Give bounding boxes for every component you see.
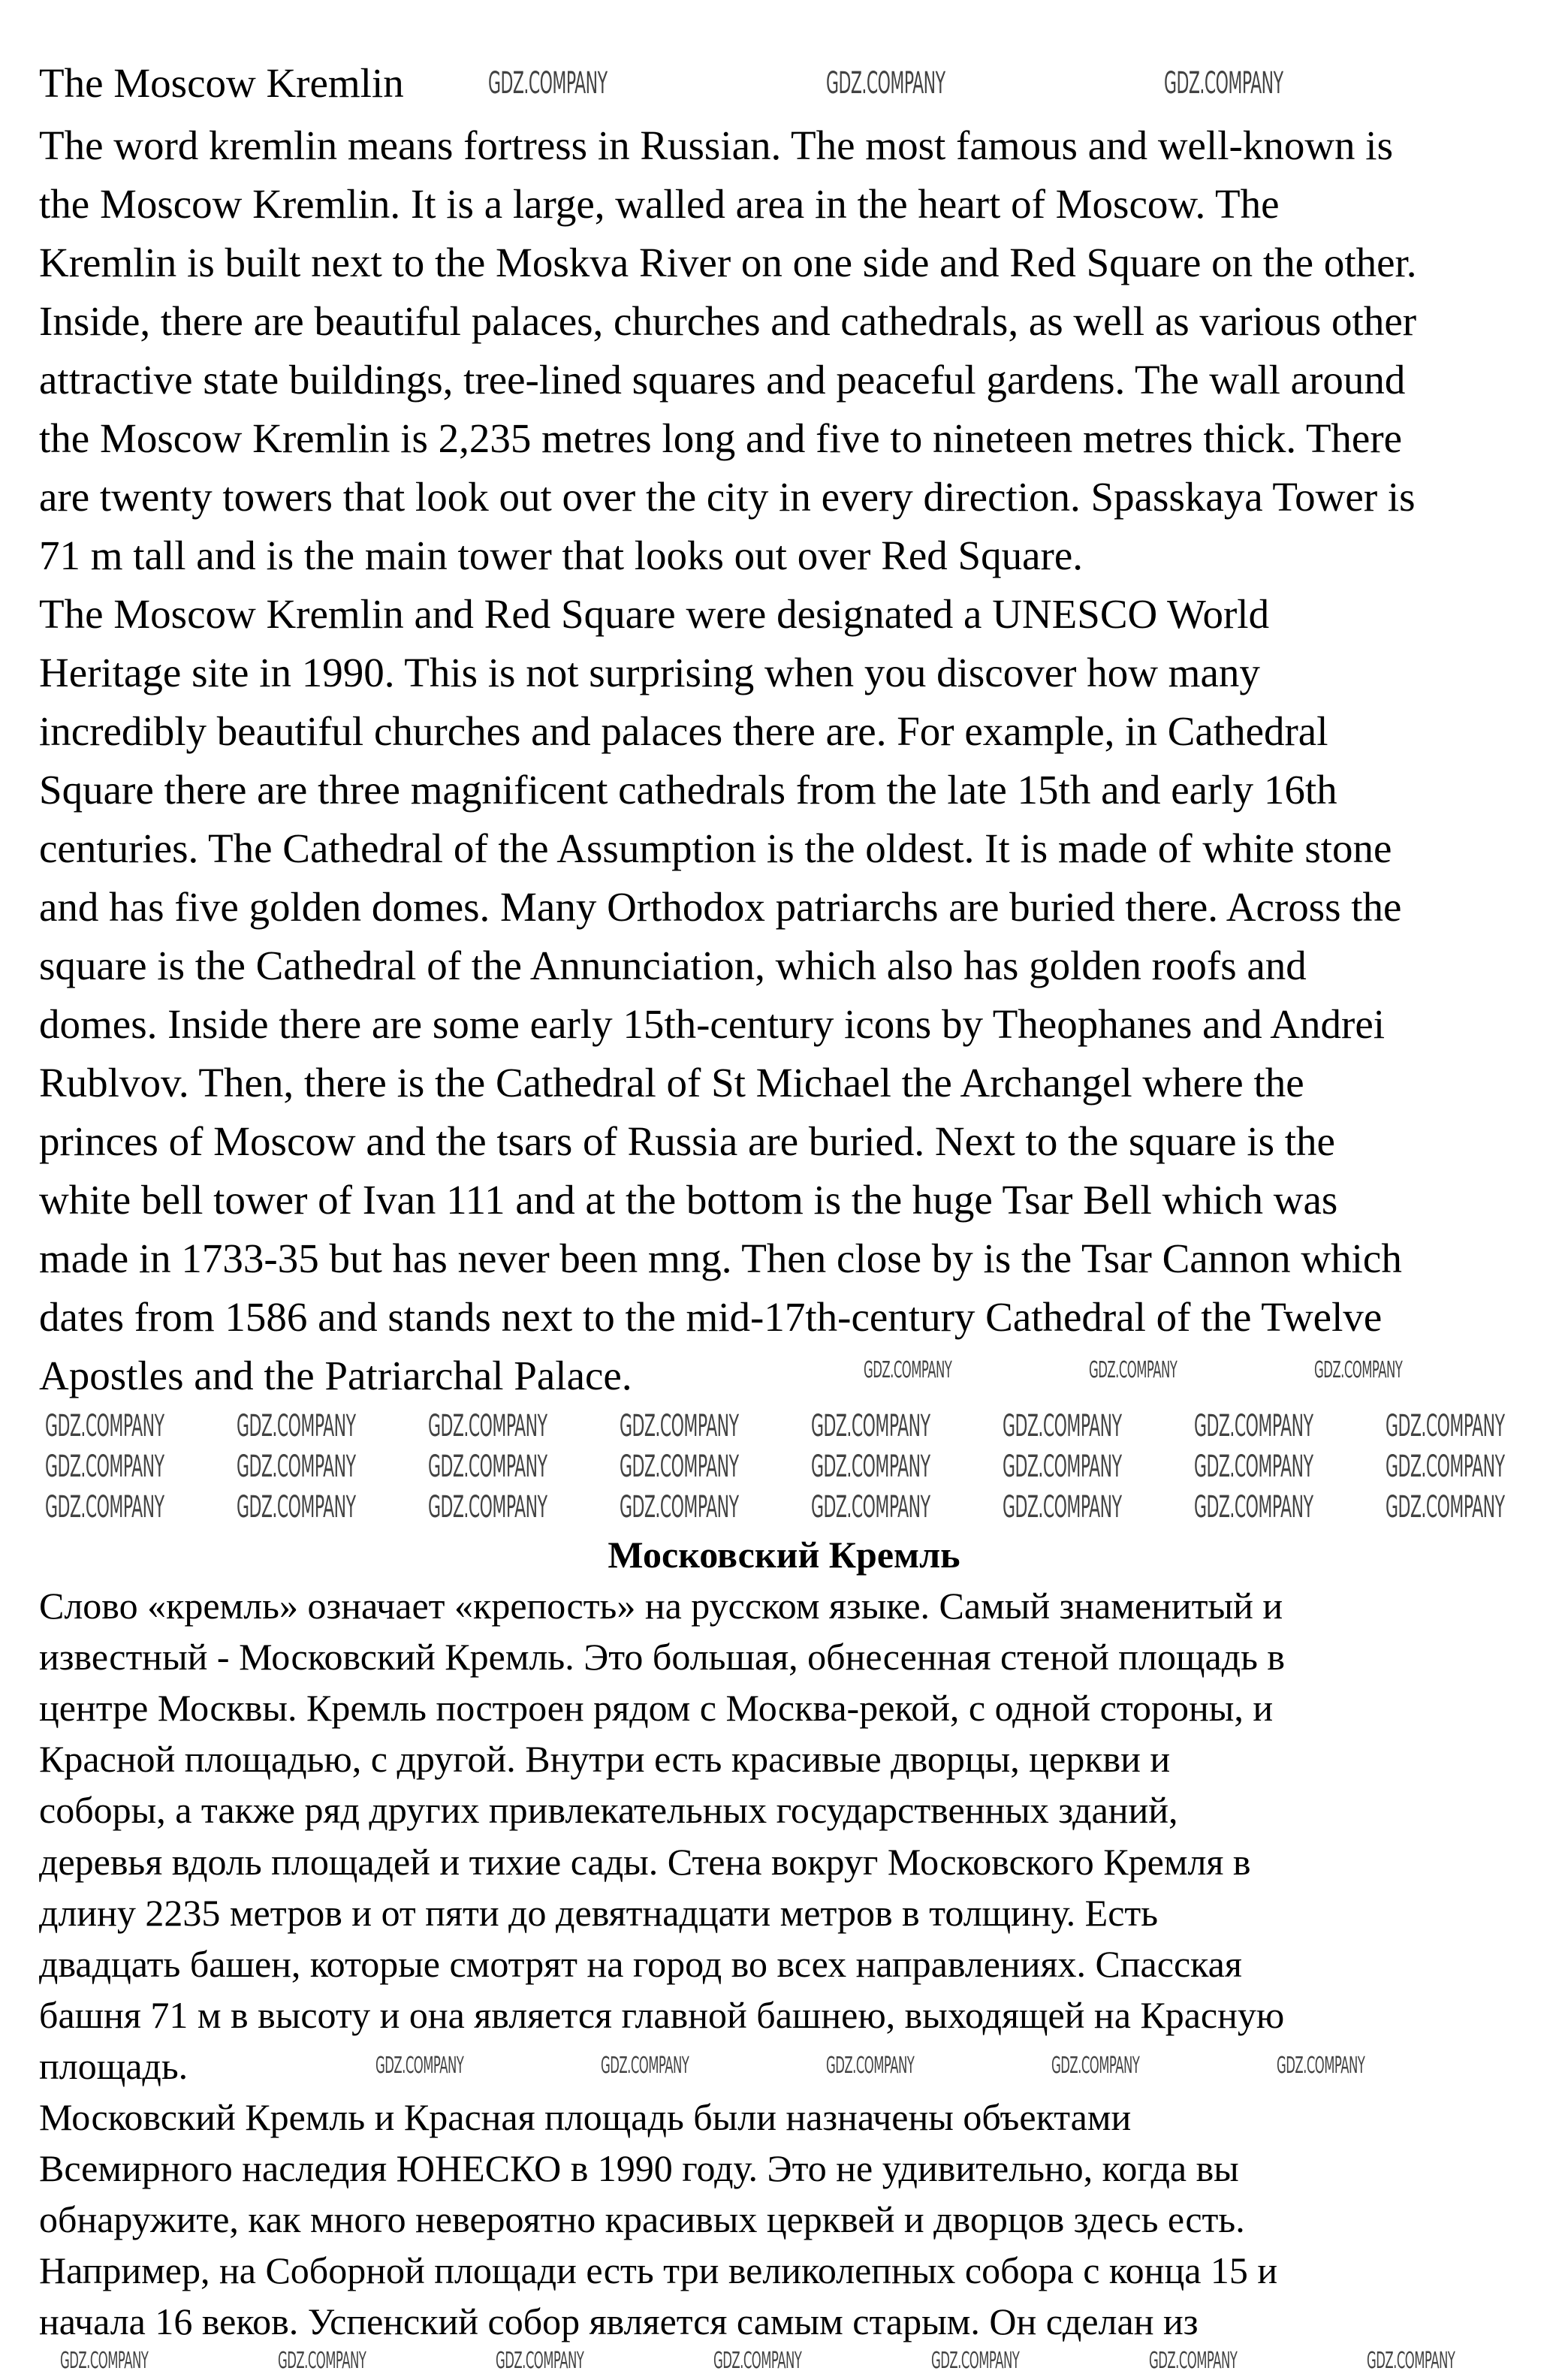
russian-text-line: Московский Кремль и Красная площадь были назначены объектами xyxy=(39,2096,1132,2138)
watermark-text: GDZ.COMPANY xyxy=(237,1449,356,1484)
english-text-line: 71 m tall and is the main tower that looks out over Red Square. xyxy=(39,532,1084,578)
watermark-text: GDZ.COMPANY xyxy=(1194,1409,1313,1443)
russian-text-line: известный - Московский Кремль. Это большая, обнесенная стеной площадь в xyxy=(39,1636,1285,1679)
watermark-text: GDZ.COMPANY xyxy=(713,2348,802,2374)
watermark-text: GDZ.COMPANY xyxy=(826,2053,915,2079)
russian-text-line: площадь. xyxy=(39,2044,188,2087)
english-text-line: The word kremlin means fortress in Russian. The most famous and well-known is xyxy=(39,122,1393,168)
russian-text-line: деревья вдоль площадей и тихие сады. Стена вокруг Московского Кремля в xyxy=(39,1840,1251,1883)
english-text-line: the Moscow Kremlin. It is a large, walled area in the heart of Moscow. The xyxy=(39,181,1280,227)
english-text-line: Square there are three magnificent cathedrals from the late 15th and early 16th xyxy=(39,767,1337,813)
russian-text-line: обнаружите, как много невероятно красивых церквей и дворцов здесь есть. xyxy=(39,2198,1245,2241)
watermark-text: GDZ.COMPANY xyxy=(1386,1449,1505,1484)
english-text-line: attractive state buildings, tree-lined squares and peaceful gardens. The wall around xyxy=(39,357,1406,403)
russian-text-line: центре Москвы. Кремль построен рядом с Москва-рекой, с одной стороны, и xyxy=(39,1687,1274,1730)
watermark-text: GDZ.COMPANY xyxy=(45,1409,164,1443)
watermark-text: GDZ.COMPANY xyxy=(1194,1449,1313,1484)
watermark-text: GDZ.COMPANY xyxy=(1386,1490,1505,1525)
english-text-line: Rublvov. Then, there is the Cathedral of St Michael the Archangel where the xyxy=(39,1060,1304,1106)
russian-text-line: Например, на Соборной площади есть три великолепных собора с конца 15 и xyxy=(39,2249,1278,2292)
english-text-line: are twenty towers that look out over the city in every direction. Spasskaya Tower is xyxy=(39,474,1416,520)
watermark-text: GDZ.COMPANY xyxy=(237,1409,356,1443)
russian-title: Московский Кремль xyxy=(608,1534,960,1576)
english-text-line: Inside, there are beautiful palaces, churches and cathedrals, as well as various other xyxy=(39,298,1417,344)
watermark-text: GDZ.COMPANY xyxy=(1164,66,1283,101)
watermark-text: GDZ.COMPANY xyxy=(428,1490,547,1525)
watermark-text: GDZ.COMPANY xyxy=(1314,1357,1403,1383)
watermark-text: GDZ.COMPANY xyxy=(45,1449,164,1484)
russian-text-line: Слово «кремль» означает «крепость» на русском языке. Самый знаменитый и xyxy=(39,1585,1283,1627)
watermark-text: GDZ.COMPANY xyxy=(620,1409,739,1443)
watermark-text: GDZ.COMPANY xyxy=(811,1409,930,1443)
english-text-line: incredibly beautiful churches and palaces there are. For example, in Cathedral xyxy=(39,708,1328,754)
watermark-text: GDZ.COMPANY xyxy=(1051,2053,1140,2079)
watermark-text: GDZ.COMPANY xyxy=(601,2053,689,2079)
watermark-text: GDZ.COMPANY xyxy=(45,1490,164,1525)
english-text-line: made in 1733-35 but has never been mng. Then close by is the Tsar Cannon which xyxy=(39,1235,1402,1281)
english-text-line: centuries. The Cathedral of the Assumption is the oldest. It is made of white stone xyxy=(39,825,1392,871)
watermark-text: GDZ.COMPANY xyxy=(278,2348,366,2374)
russian-text-line: Всемирного наследия ЮНЕСКО в 1990 году. Это не удивительно, когда вы xyxy=(39,2147,1239,2190)
watermark-text: GDZ.COMPANY xyxy=(931,2348,1020,2374)
watermark-text: GDZ.COMPANY xyxy=(864,1357,952,1383)
english-text-line: and has five golden domes. Many Orthodox patriarchs are buried there. Across the xyxy=(39,884,1402,930)
english-text-line: princes of Moscow and the tsars of Russia are buried. Next to the square is the xyxy=(39,1118,1335,1164)
watermark-text: GDZ.COMPANY xyxy=(496,2348,584,2374)
watermark-text: GDZ.COMPANY xyxy=(1003,1409,1122,1443)
english-text-line: square is the Cathedral of the Annunciation, which also has golden roofs and xyxy=(39,943,1307,988)
english-text-line: Apostles and the Patriarchal Palace. xyxy=(39,1353,632,1398)
watermark-text: GDZ.COMPANY xyxy=(811,1449,930,1484)
watermark-text: GDZ.COMPANY xyxy=(620,1449,739,1484)
watermark-text: GDZ.COMPANY xyxy=(1149,2348,1238,2374)
russian-text-line: длину 2235 метров и от пяти до девятнадцати метров в толщину. Есть xyxy=(39,1891,1159,1934)
watermark-text: GDZ.COMPANY xyxy=(1003,1490,1122,1525)
russian-text-line: башня 71 м в высоту и она является главной башнею, выходящей на Красную xyxy=(39,1993,1285,2036)
english-text-line: domes. Inside there are some early 15th-century icons by Theophanes and Andrei xyxy=(39,1001,1386,1047)
english-text-line: the Moscow Kremlin is 2,235 metres long and five to nineteen metres thick. There xyxy=(39,415,1403,461)
russian-text-line: соборы, а также ряд других привлекательных государственных зданий, xyxy=(39,1789,1178,1832)
watermark-text: GDZ.COMPANY xyxy=(1089,1357,1178,1383)
watermark-text: GDZ.COMPANY xyxy=(811,1490,930,1525)
english-title: The Moscow Kremlin xyxy=(39,60,404,106)
russian-text-line: начала 16 веков. Успенский собор является самым старым. Он сделан из xyxy=(39,2300,1199,2343)
english-text-line: white bell tower of Ivan 111 and at the bottom is the huge Tsar Bell which was xyxy=(39,1177,1338,1223)
watermark-text: GDZ.COMPANY xyxy=(1367,2348,1455,2374)
watermark-text: GDZ.COMPANY xyxy=(1277,2053,1365,2079)
russian-text-line: двадцать башен, которые смотрят на город во всех направлениях. Спасская xyxy=(39,1942,1242,1985)
watermark-text: GDZ.COMPANY xyxy=(60,2348,149,2374)
watermark-text: GDZ.COMPANY xyxy=(620,1490,739,1525)
watermark-text: GDZ.COMPANY xyxy=(375,2053,464,2079)
english-text-line: Heritage site in 1990. This is not surprising when you discover how many xyxy=(39,650,1260,695)
watermark-text: GDZ.COMPANY xyxy=(428,1449,547,1484)
watermark-text: GDZ.COMPANY xyxy=(826,66,945,101)
watermark-text: GDZ.COMPANY xyxy=(488,66,608,101)
english-text-line: The Moscow Kremlin and Red Square were designated a UNESCO World xyxy=(39,591,1270,637)
watermark-text: GDZ.COMPANY xyxy=(1194,1490,1313,1525)
russian-text-line: Красной площадью, с другой. Внутри есть красивые дворцы, церкви и xyxy=(39,1738,1171,1781)
watermark-text: GDZ.COMPANY xyxy=(237,1490,356,1525)
english-text-line: Kremlin is built next to the Moskva River on one side and Red Square on the other. xyxy=(39,240,1417,285)
english-text-line: dates from 1586 and stands next to the mid-17th-century Cathedral of the Twelve xyxy=(39,1294,1383,1340)
watermark-text: GDZ.COMPANY xyxy=(428,1409,547,1443)
watermark-text: GDZ.COMPANY xyxy=(1003,1449,1122,1484)
watermark-text: GDZ.COMPANY xyxy=(1386,1409,1505,1443)
